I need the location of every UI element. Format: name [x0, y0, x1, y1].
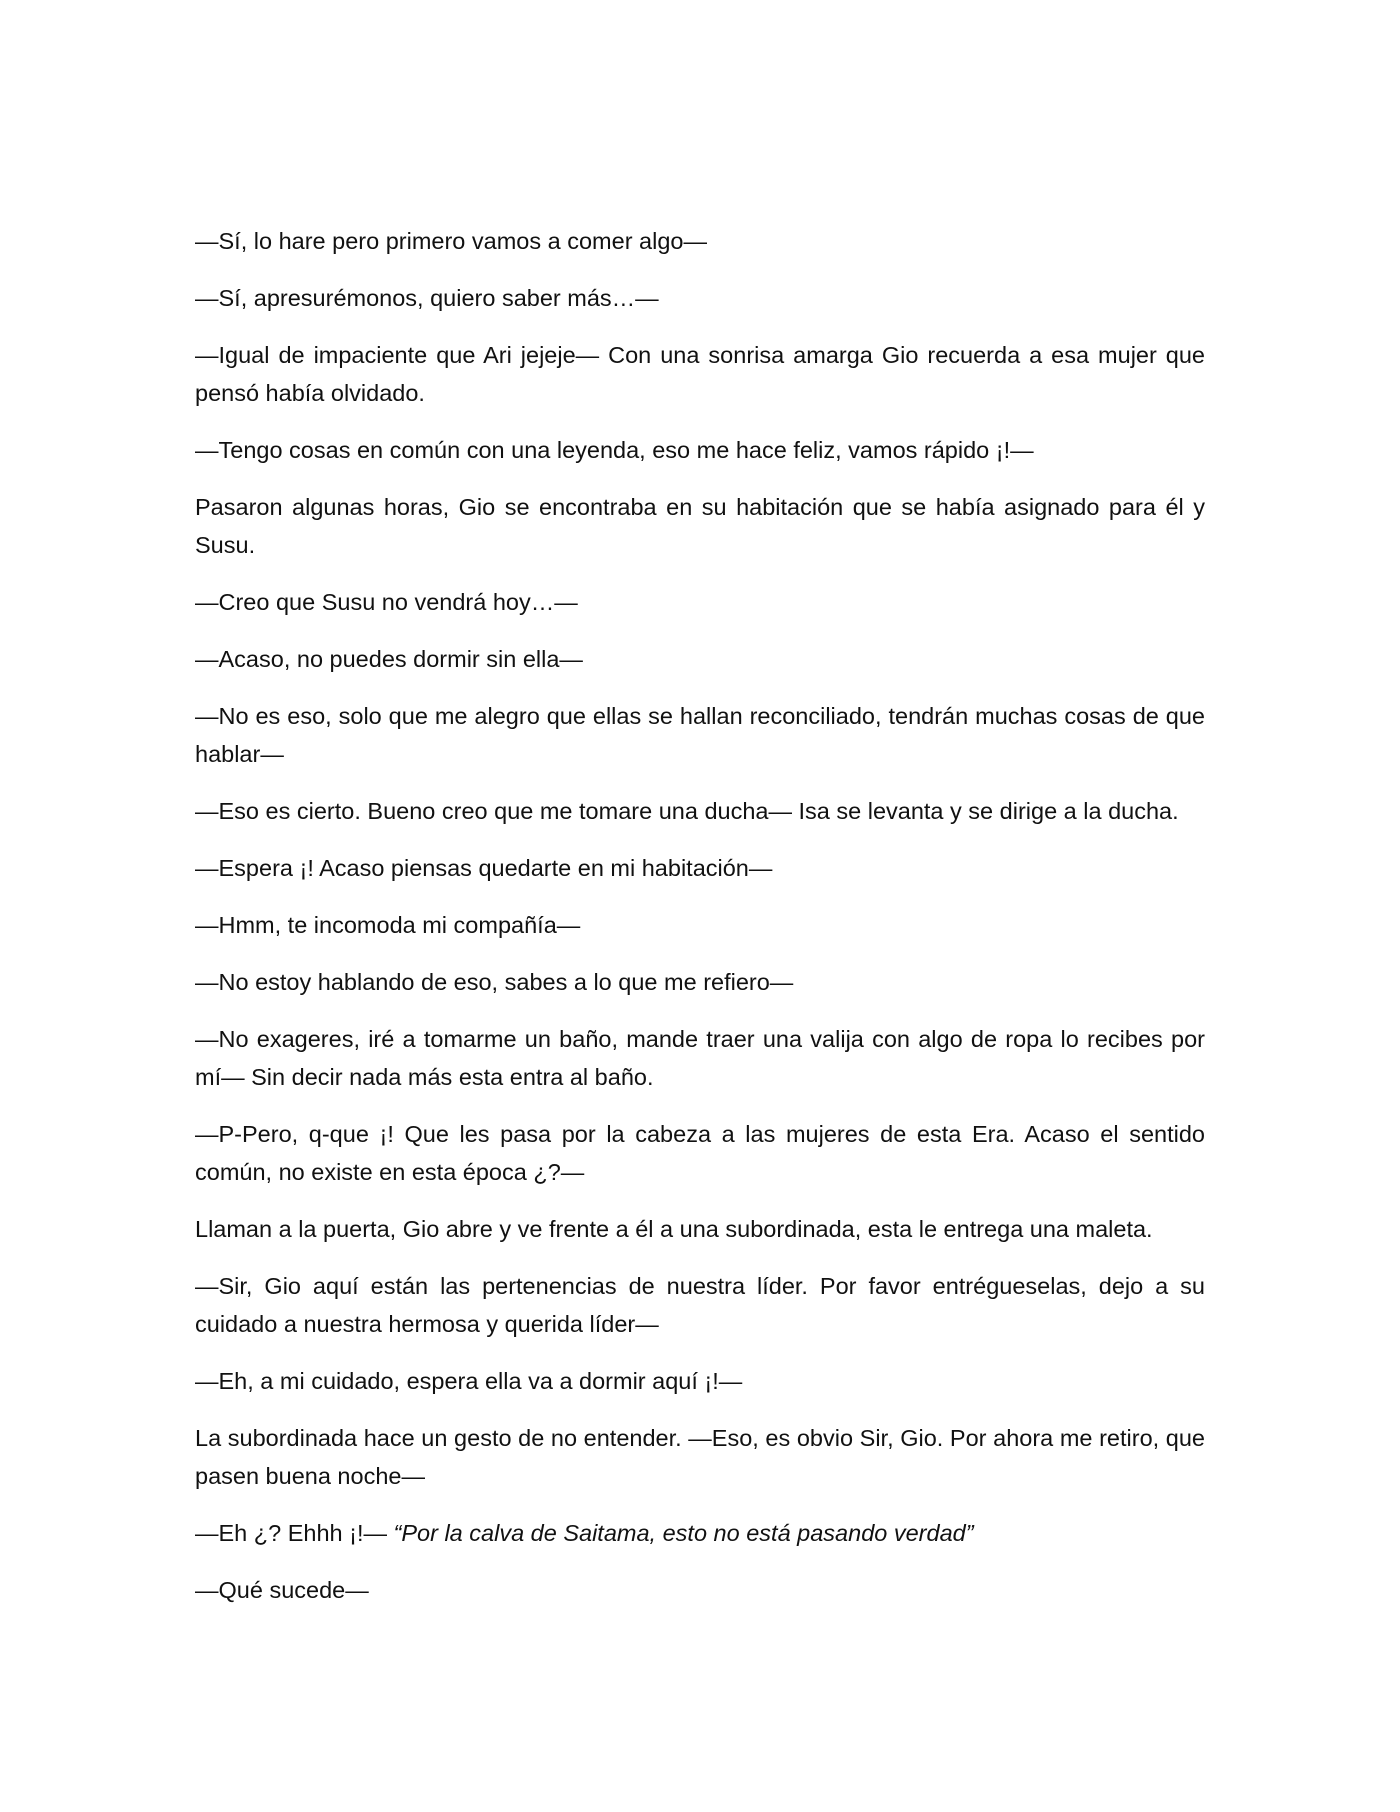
- paragraph: —Eso es cierto. Bueno creo que me tomare una ducha— Isa se levanta y se dirige a la ducha.: [195, 798, 1179, 824]
- paragraph: —Espera ¡! Acaso piensas quedarte en mi habitación—: [195, 855, 773, 881]
- italic-thought: “Por la calva de Saitama, esto no está pasando verdad”: [393, 1520, 974, 1546]
- paragraph: —Creo que Susu no vendrá hoy…—: [195, 589, 578, 615]
- document-body: [195, 222, 1205, 1628]
- paragraph: La subordinada hace un gesto de no entender. —Eso, es obvio Sir, Gio. Por ahora me retiro, que pasen buena noche—: [195, 1425, 1205, 1489]
- paragraph: —Eh ¿? Ehhh ¡!— “Por la calva de Saitama, esto no está pasando verdad”: [195, 1520, 974, 1546]
- paragraph: —No es eso, solo que me alegro que ellas se hallan reconciliado, tendrán muchas cosas de que hablar—: [195, 703, 1205, 767]
- paragraph: —Sir, Gio aquí están las pertenencias de nuestra líder. Por favor entrégueselas, dejo a su cuidado a nuestra hermosa y querida líder—: [195, 1273, 1205, 1337]
- paragraph: —Eh, a mi cuidado, espera ella va a dormir aquí ¡!—: [195, 1368, 743, 1394]
- paragraph: Pasaron algunas horas, Gio se encontraba en su habitación que se había asignado para él y Susu.: [195, 494, 1205, 558]
- paragraph: —Tengo cosas en común con una leyenda, eso me hace feliz, vamos rápido ¡!—: [195, 437, 1034, 463]
- paragraph: —Acaso, no puedes dormir sin ella—: [195, 646, 583, 672]
- paragraph: —Sí, apresurémonos, quiero saber más…—: [195, 285, 659, 311]
- paragraph: Llaman a la puerta, Gio abre y ve frente a él a una subordinada, esta le entrega una maleta.: [195, 1216, 1153, 1242]
- paragraph: —P-Pero, q-que ¡! Que les pasa por la cabeza a las mujeres de esta Era. Acaso el sentido común, no existe en esta época ¿?—: [195, 1121, 1205, 1185]
- paragraph: —Sí, lo hare pero primero vamos a comer algo—: [195, 228, 707, 254]
- paragraph: —No estoy hablando de eso, sabes a lo que me refiero—: [195, 969, 794, 995]
- paragraph: —Hmm, te incomoda mi compañía—: [195, 912, 581, 938]
- paragraph: —Qué sucede—: [195, 1577, 369, 1603]
- paragraph: —No exageres, iré a tomarme un baño, mande traer una valija con algo de ropa lo recibes por mí— Sin decir nada más esta entra al baño.: [195, 1026, 1205, 1090]
- paragraph: —Igual de impaciente que Ari jejeje— Con una sonrisa amarga Gio recuerda a esa mujer que pensó había olvidado.: [195, 342, 1205, 406]
